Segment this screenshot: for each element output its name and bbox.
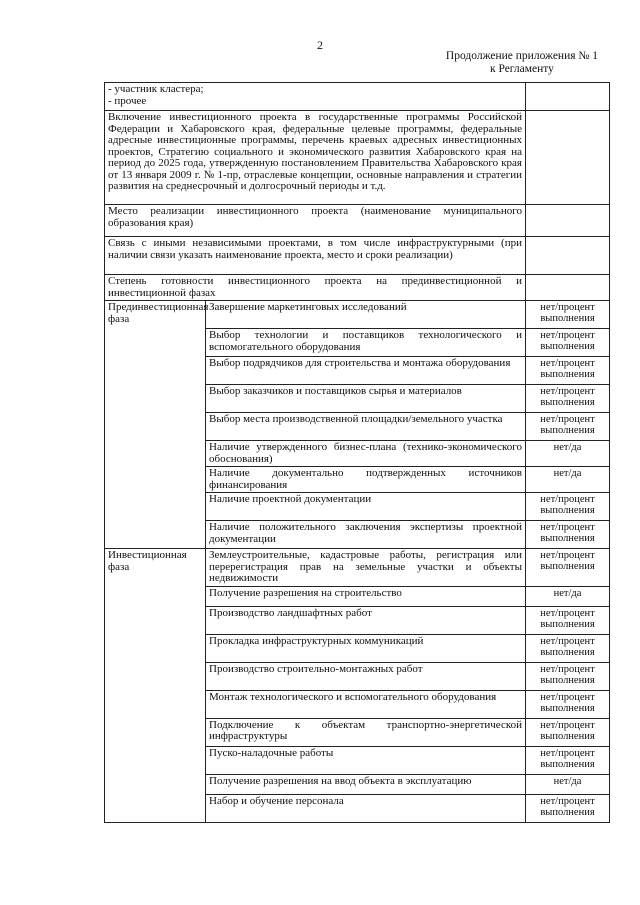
annex-title: Продолжение приложения № 1 [445,50,598,62]
phase-item-text: Наличие документально подтвержденных источников финансирования [206,467,526,493]
regulation-table-body [105,83,610,823]
phase-item-status: нет/процент выполнения [526,794,610,822]
general-row [105,111,610,205]
phase-item-text: Наличие проектной документации [206,493,526,521]
page-number: 2 [317,38,323,52]
phase-item-status: нет/процент выполнения [526,521,610,549]
general-row-value [526,83,610,111]
general-row-text: Связь с иными независимыми проектами, в том числе инфраструктурными (при наличии связи указать наименование проекта, место и сроки реализации) [105,237,526,275]
phase-item-text: Наличие положительного заключения экспертизы проектной документации [206,521,526,549]
phase-item-status: нет/да [526,586,610,606]
phase-item-text: Получение разрешения на ввод объекта в эксплуатацию [206,774,526,794]
phase-item-status: нет/да [526,467,610,493]
phase-item-text: Монтаж технологического и вспомогательного оборудования [206,690,526,718]
phase-item-text: Завершение маркетинговых исследований [206,301,526,329]
phase-item-text: Набор и обучение персонала [206,794,526,822]
general-row-text: - участник кластера; - прочее [105,83,526,111]
general-row-value [526,275,610,301]
phase-item-status: нет/процент выполнения [526,357,610,385]
phase-item-status: нет/процент выполнения [526,493,610,521]
general-row-text: Место реализации инвестиционного проекта (наименование муниципального образования края) [105,205,526,237]
phase-item-status: нет/процент выполнения [526,634,610,662]
phase-item-text: Прокладка инфраструктурных коммуникаций [206,634,526,662]
phase-item-text: Землеустроительные, кадастровые работы, регистрация или перерегистрация прав на земельные участки и объекты недвижимости [206,549,526,587]
general-row-text: Степень готовности инвестиционного проекта на прединвестиционной и инвестиционной фазах [105,275,526,301]
phase-item-text: Выбор подрядчиков для строительства и монтажа оборудования [206,357,526,385]
general-row [105,275,610,301]
phase-item-status: нет/процент выполнения [526,690,610,718]
phase-item-row [105,301,610,329]
general-row-text: Включение инвестиционного проекта в государственные программы Российской Федерации и Хабаровского края, федеральные целевые программы, федеральные адресные инвестиционные программы, перечень краевых адресных инвестиционных проектов, Стратегию социального и экономического развития Хабаровского края на период до 2025 года, утвержденную постановлением Правительства Хабаровского края от 13 января 2009 г. № 1-пр, отраслевые концепции, основные направления и стратегии развития на среднесрочный и долгосрочный периоды и т.д. [105,111,526,205]
annex-subtitle: к Регламенту [489,63,554,75]
general-row [105,237,610,275]
phase-item-text: Наличие утвержденного бизнес-плана (технико-экономического обоснования) [206,441,526,467]
general-row [105,83,610,111]
phase-item-text: Подключение к объектам транспортно-энергетической инфраструктуры [206,718,526,746]
general-row [105,205,610,237]
phase-item-status: нет/процент выполнения [526,301,610,329]
phase-item-text: Выбор заказчиков и поставщиков сырья и материалов [206,385,526,413]
general-row-value [526,111,610,205]
regulation-table [104,82,610,823]
phase-item-text: Получение разрешения на строительство [206,586,526,606]
general-row-value [526,205,610,237]
phase-item-status: нет/процент выполнения [526,662,610,690]
phase-item-status: нет/процент выполнения [526,746,610,774]
phase-item-text: Выбор места производственной площадки/земельного участка [206,413,526,441]
annex-header [446,50,598,76]
phase-item-status: нет/процент выполнения [526,549,610,587]
phase-item-text: Пуско-наладочные работы [206,746,526,774]
phase-item-status: нет/процент выполнения [526,718,610,746]
phase-item-status: нет/да [526,441,610,467]
phase-item-status: нет/да [526,774,610,794]
general-row-value [526,237,610,275]
phase-item-text: Производство ландшафтных работ [206,606,526,634]
phase-name: Инвестиционная фаза [105,549,206,823]
phase-item-text: Производство строительно-монтажных работ [206,662,526,690]
phase-item-status: нет/процент выполнения [526,385,610,413]
phase-item-text: Выбор технологии и поставщиков технологического и вспомогательного оборудования [206,329,526,357]
phase-item-row [105,549,610,587]
phase-name: Прединвестиционная фаза [105,301,206,549]
phase-item-status: нет/процент выполнения [526,413,610,441]
phase-item-status: нет/процент выполнения [526,329,610,357]
phase-item-status: нет/процент выполнения [526,606,610,634]
